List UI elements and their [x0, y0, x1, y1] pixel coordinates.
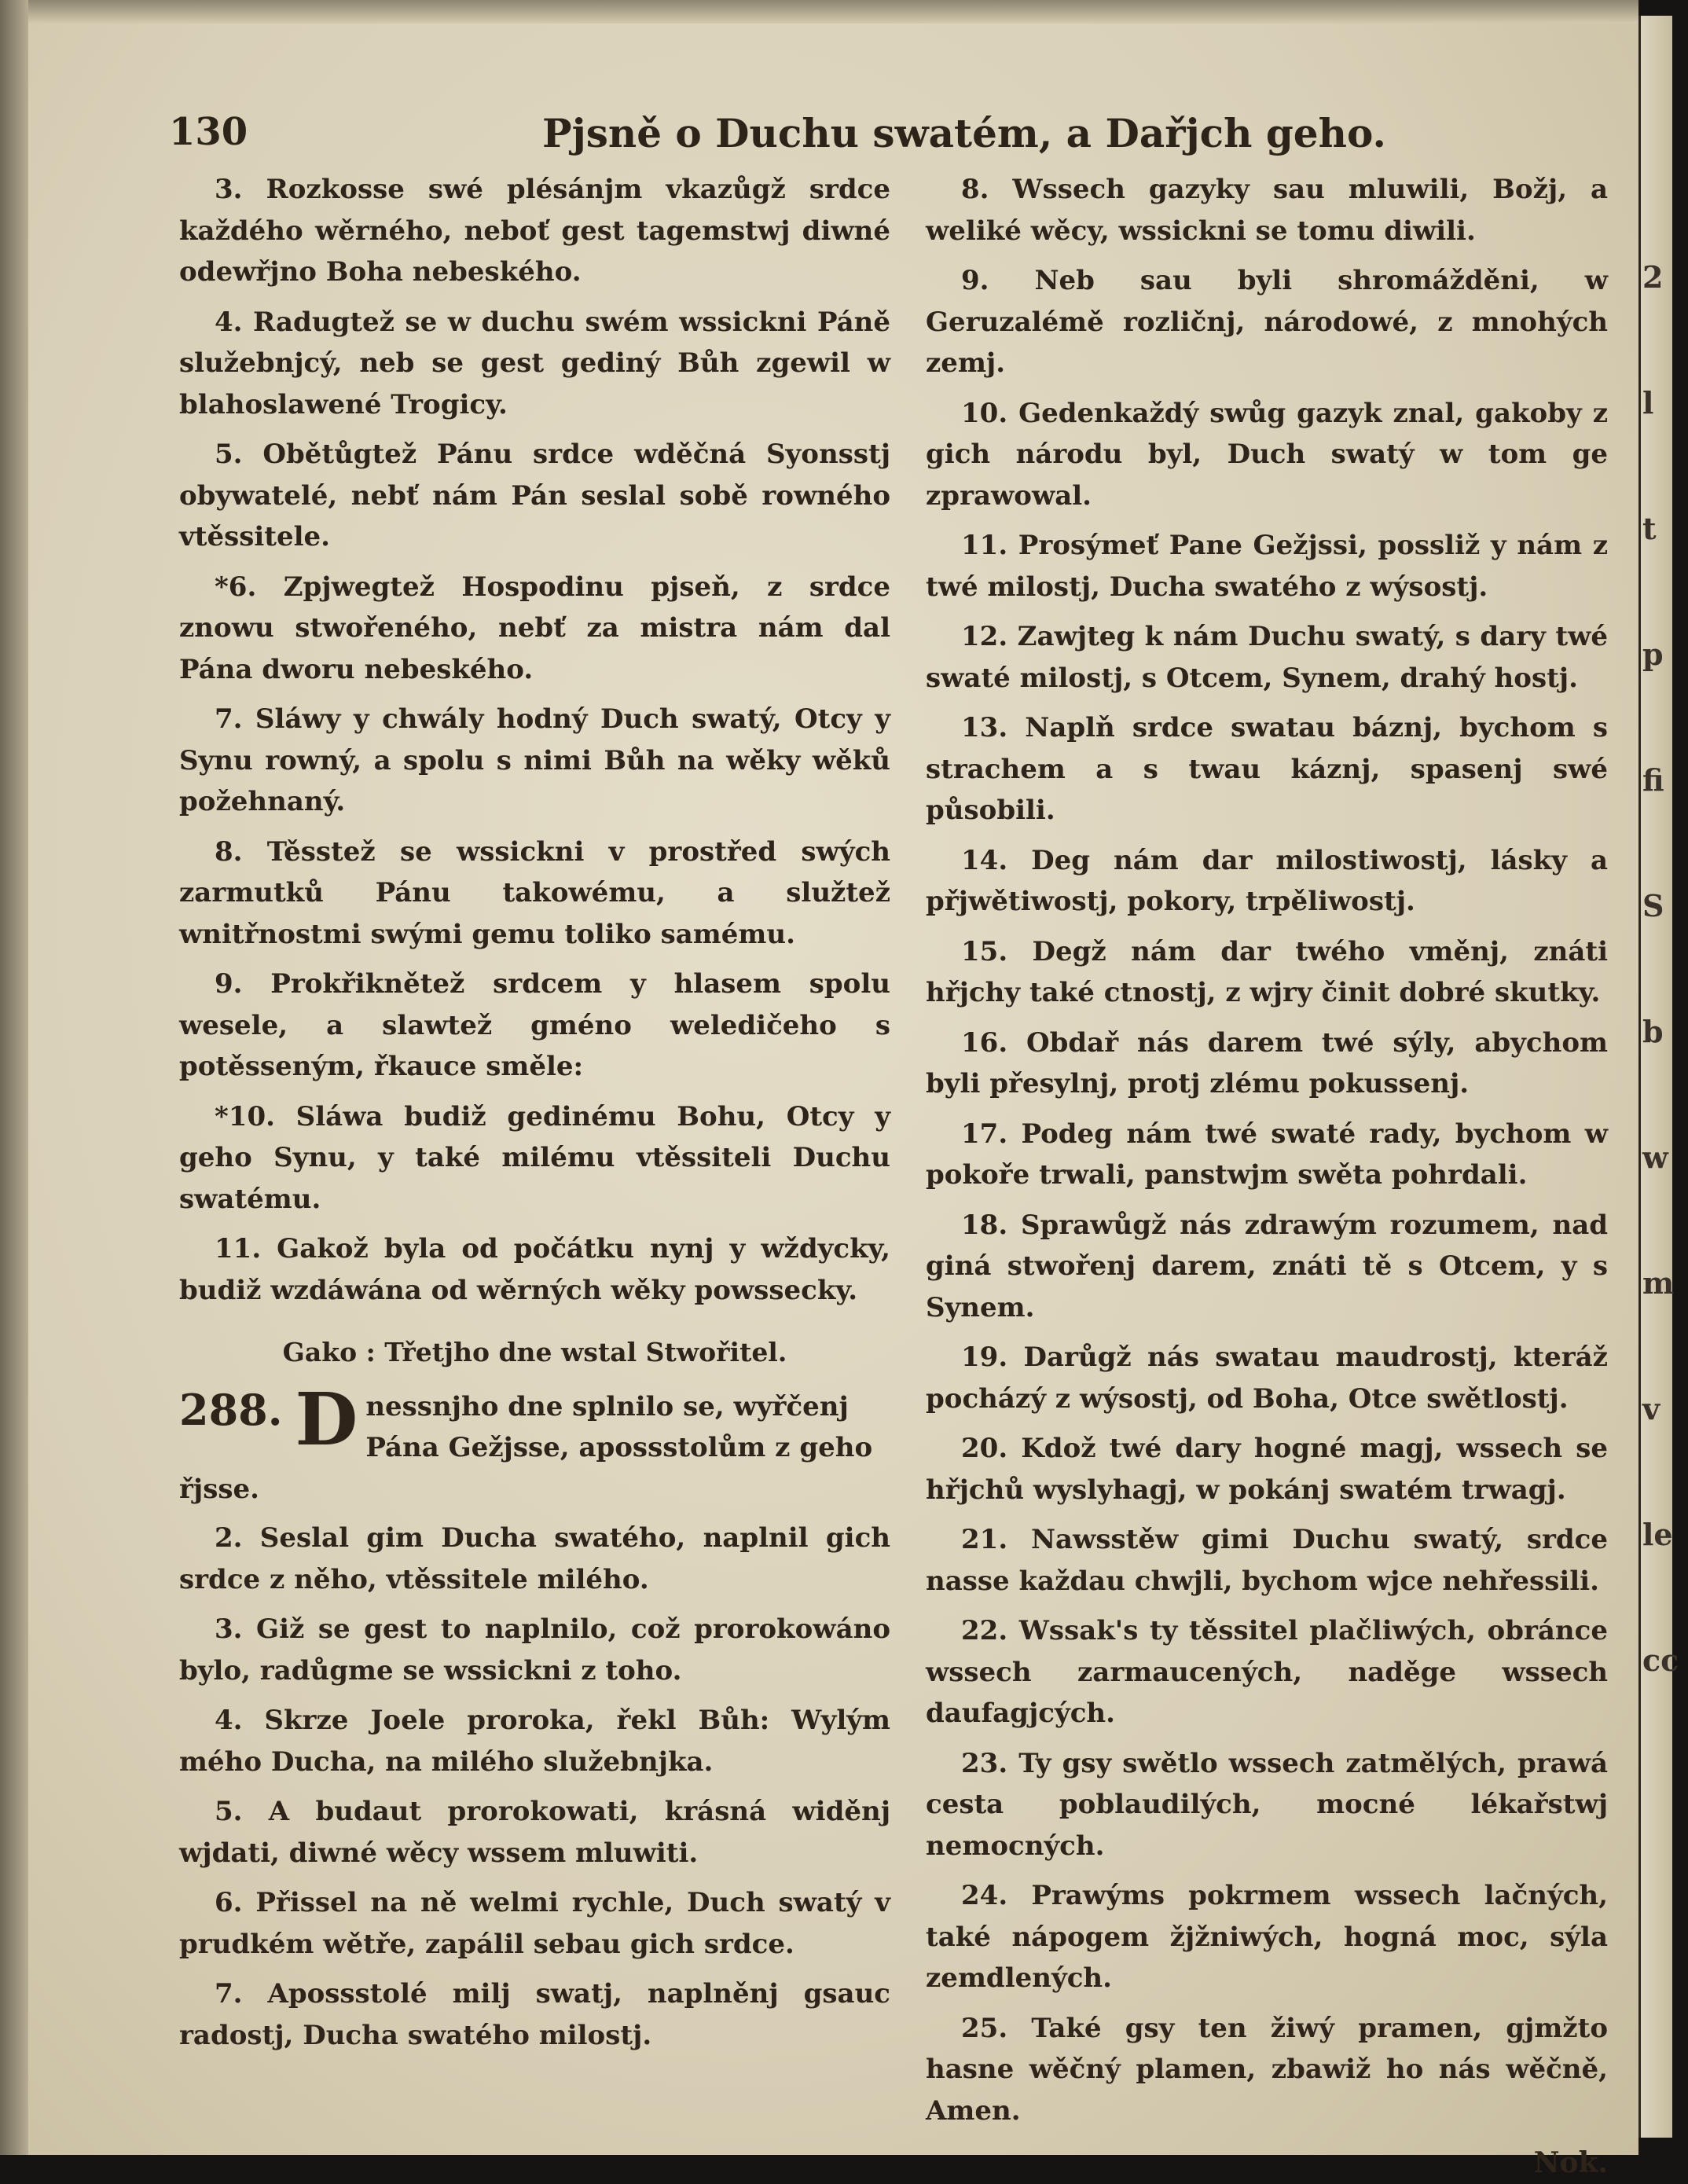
fragment: w	[1642, 1140, 1668, 1175]
verse: 11. Gakož byla od počátku nynj y wždycky, budiž wzdáwána od wěrných wěky powssecky.	[179, 1233, 890, 1306]
fragment: b	[1642, 1014, 1664, 1049]
verse: *10. Sláwa budiž gedinému Bohu, Otcy y geho Synu, y také milému vtěssiteli Duchu swatému.	[179, 1100, 890, 1215]
verse: 4. Radugtež se w duchu swém wssickni Páně služebnjcý, neb se gest gediný Bůh zgewil w blahoslawené Trogicy.	[179, 306, 890, 420]
fragment: v	[1642, 1391, 1660, 1426]
verse: 3. Rozkosse swé plésánjm vkazůgž srdce každého wěrného, neboť gest tagemstwj diwné odewřjno Boha nebeského.	[179, 174, 890, 288]
verse: 7. Apossstolé milj swatj, naplněnj gsauc radostj, Ducha swatého milostj.	[179, 1978, 890, 2051]
melody-line: Gako : Třetjho dne wstal Stwořitel.	[282, 1337, 787, 1367]
fragment: fi	[1642, 762, 1664, 798]
fragment: m	[1642, 1265, 1675, 1301]
fragment: l	[1642, 385, 1654, 420]
verse: 4. Skrze Joele proroka, řekl Bůh: Wylým mého Ducha, na milého služebnjka.	[179, 1705, 890, 1778]
hymn-first-verse: nessnjho dne splnilo se, wyřčenj Pána Gežjsse, apossstolům z geho řjsse.	[179, 1390, 873, 1505]
verse: 20. Kdož twé dary hogné magj, wssech se hřjchů wyslyhagj, w pokánj swatém trwagj.	[926, 1433, 1608, 1506]
verse: 5. A budaut prorokowati, krásná widěnj wjdati, diwné wěcy wssem mluwiti.	[179, 1796, 890, 1869]
verse: 23. Ty gsy swětlo wssech zatmělých, prawá cesta poblaudilých, mocné lékařstwj nemocných.	[926, 1747, 1608, 1862]
hymn-opening	[179, 1386, 890, 1510]
catchword: Nok.	[1533, 2146, 1608, 2179]
fragment: t	[1642, 511, 1657, 546]
verse: 9. Prokřiknětež srdcem y hlasem spolu wesele, a slawtež gméno weledičeho s potěsseným, řkauce směle:	[179, 968, 890, 1082]
verse: 5. Obětůgtež Pánu srdce wděčná Syonsstj obywatelé, nebť nám Pán seslal sobě rowného vtěssitele.	[179, 439, 890, 552]
drop-cap: D	[295, 1386, 358, 1462]
verse: 22. Wssak's ty těssitel plačliwých, obránce wssech zarmaucených, naděge wssech daufagjcých.	[926, 1615, 1608, 1729]
verse: 17. Podeg nám twé swaté rady, bychom w pokoře trwali, panstwjm swěta pohrdali.	[926, 1118, 1608, 1191]
page-top-shadow	[0, 0, 1638, 24]
verse: 6. Přissel na ně welmi rychle, Duch swatý v prudkém wětře, zapálil sebau gich srdce.	[179, 1887, 890, 1960]
verse: 25. Také gsy ten žiwý pramen, gjmžto hasne wěčný plamen, zbawiž ho nás wěčně, Amen.	[926, 2012, 1608, 2127]
verse: 2. Seslal gim Ducha swatého, naplnil gich srdce z něho, vtěssitele milého.	[179, 1522, 890, 1595]
fragment: 2	[1642, 259, 1664, 295]
verse: 24. Prawýms pokrmem wssech lačných, také nápogem žjžniwých, hogná moc, sýla zemdlených.	[926, 1880, 1608, 1994]
next-page-fragments	[1642, 259, 1679, 1768]
hymn-number: 288.	[179, 1386, 283, 1435]
verse: 3. Giž se gest to naplnilo, což prorokowáno bylo, radůgme se wssickni z toho.	[179, 1613, 890, 1687]
verse: 7. Sláwy y chwály hodný Duch swatý, Otcy y Synu rowný, a spolu s nimi Bůh na wěky wěků požehnaný.	[179, 703, 890, 817]
page-number: 130	[169, 110, 248, 154]
verse: 19. Darůgž nás swatau maudrostj, kteráž pocházý z wýsostj, od Boha, Otce swětlostj.	[926, 1342, 1608, 1415]
verse: 15. Degž nám dar twého vměnj, znáti hřjchy také ctnostj, z wjry činit dobré skutky.	[926, 935, 1608, 1008]
verse: 8. Wssech gazyky sau mluwili, Božj, a weliké wěcy, wssickni se tomu diwili.	[926, 174, 1608, 247]
verse: 21. Nawsstěw gimi Duchu swatý, srdce nasse každau chwjli, bychom wjce nehřessili.	[926, 1524, 1608, 1597]
verse: *6. Zpjwegtež Hospodinu pjseň, z srdce znowu stwořeného, nebť za mistra nám dal Pána dworu nebeského.	[179, 571, 890, 685]
fragment: cc	[1642, 1643, 1679, 1678]
fragment: le	[1642, 1517, 1673, 1552]
verse: 11. Prosýmeť Pane Gežjssi, possliž y nám z twé milostj, Ducha swatého z wýsostj.	[926, 530, 1608, 603]
verse: 9. Neb sau byli shromážděni, w Geruzalémě rozličnj, národowé, z mnohých zemj.	[926, 265, 1608, 379]
verse: 16. Obdař nás darem twé sýly, abychom byli přesylnj, protj zlému pokussenj.	[926, 1026, 1608, 1099]
verse: 18. Sprawůgž nás zdrawým rozumem, nad giná stwořenj darem, znáti tě s Otcem, y s Synem.	[926, 1209, 1608, 1323]
verse: 13. Naplň srdce swatau báznj, bychom s strachem a s twau káznj, spasenj swé působili.	[926, 712, 1608, 826]
verse: 12. Zawjteg k nám Duchu swatý, s dary twé swaté milostj, s Otcem, Synem, drahý hostj.	[926, 621, 1608, 694]
verse: 8. Těsstež se wssickni v prostřed swých zarmutků Pánu takowému, a služtež wnitřnostmi swými gemu toliko samému.	[179, 835, 890, 950]
fragment: S	[1642, 888, 1664, 923]
page-title: Pjsně o Duchu swatém, a Dařjch geho.	[542, 110, 1386, 156]
fragment: p	[1642, 637, 1664, 672]
right-column	[926, 169, 1608, 2184]
verse: 14. Deg nám dar milostiwostj, lásky a přjwětiwostj, pokory, trpěliwostj.	[926, 844, 1608, 917]
page-gutter-shadow	[0, 0, 28, 2155]
left-column	[179, 169, 890, 2065]
verse: 10. Gedenkaždý swůg gazyk znal, gakoby z gich národu byl, Duch swatý w tom ge zprawowal.	[926, 397, 1608, 512]
